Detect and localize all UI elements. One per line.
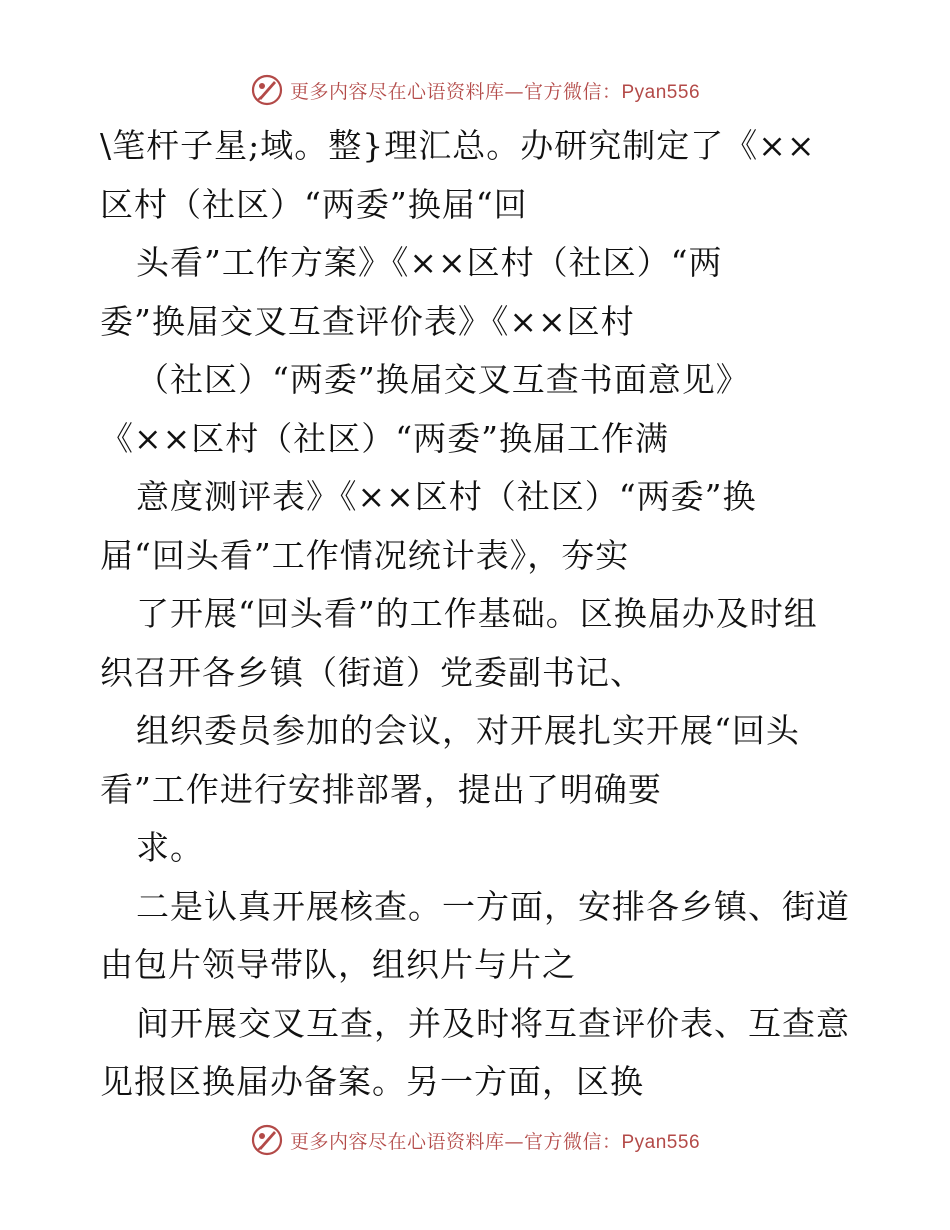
quill-logo-icon bbox=[250, 73, 284, 107]
body-line: 由包片领导带队，组织片与片之 bbox=[100, 945, 576, 984]
body-line: 头看”工作方案》《××区村（社区）“两 bbox=[136, 243, 723, 282]
body-line: 看”工作进行安排部署，提出了明确要 bbox=[100, 770, 662, 809]
quill-logo-icon bbox=[250, 1123, 284, 1157]
body-line: \笔杆子星;域。整}理汇总。办研究制定了《×× bbox=[100, 126, 816, 165]
body-line: 二是认真开展核查。一方面，安排各乡镇、街道 bbox=[136, 887, 850, 926]
body-line: 届“回头看”工作情况统计表》，夯实 bbox=[100, 536, 630, 575]
body-line: 《××区村（社区）“两委”换届工作满 bbox=[100, 419, 670, 458]
body-line: 意度测评表》《××区村（社区）“两委”换 bbox=[136, 477, 757, 516]
footer-banner-cn: 更多内容尽在心语资料库—官方微信： bbox=[289, 1130, 622, 1153]
body-line: 组织委员参加的会议，对开展扎实开展“回头 bbox=[136, 711, 800, 750]
header-banner-cn: 更多内容尽在心语资料库—官方微信： bbox=[289, 80, 622, 103]
header-banner bbox=[0, 70, 950, 110]
body-line: 区村（社区）“两委”换届“回 bbox=[100, 185, 528, 224]
header-banner-text bbox=[290, 77, 700, 104]
body-line: 见报区换届办备案。另一方面，区换 bbox=[100, 1062, 644, 1101]
body-line: 了开展“回头看”的工作基础。区换届办及时组 bbox=[136, 594, 818, 633]
footer-banner-id: Pyan556 bbox=[621, 1131, 701, 1153]
body-line: 织召开各乡镇（街道）党委副书记、 bbox=[100, 653, 644, 692]
header-banner-id: Pyan556 bbox=[621, 81, 701, 103]
footer-banner-text bbox=[290, 1127, 700, 1154]
body-line: 间开展交叉互查，并及时将互查评价表、互查意 bbox=[136, 1004, 850, 1043]
body-line: 求。 bbox=[136, 828, 204, 867]
body-line: （社区）“两委”换届交叉互查书面意见》 bbox=[136, 360, 750, 399]
body-line: 委”换届交叉互查评价表》《××区村 bbox=[100, 302, 635, 341]
footer-banner bbox=[0, 1120, 950, 1160]
